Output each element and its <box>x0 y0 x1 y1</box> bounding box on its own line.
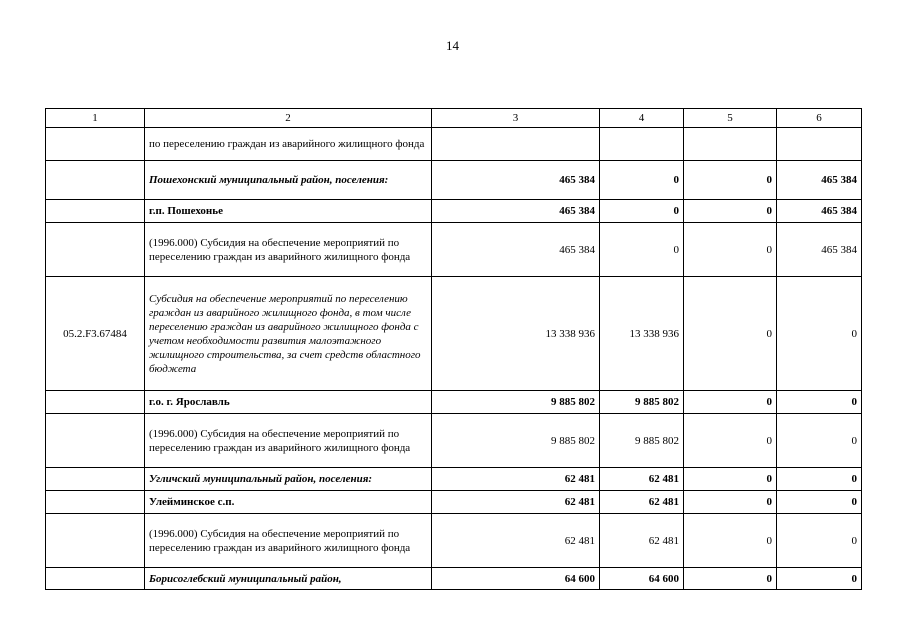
value-cell: 62 481 <box>600 514 684 568</box>
table-row <box>46 414 862 468</box>
code-cell <box>46 200 145 223</box>
table-row <box>46 128 862 161</box>
value-cell: 465 384 <box>432 161 600 200</box>
table-row <box>46 277 862 391</box>
value-cell: 465 384 <box>777 223 862 277</box>
value-cell: 62 481 <box>432 491 600 514</box>
table-row <box>46 223 862 277</box>
column-header: 1 <box>46 109 145 128</box>
column-header: 3 <box>432 109 600 128</box>
value-cell: 9 885 802 <box>600 391 684 414</box>
table-row <box>46 514 862 568</box>
column-header: 2 <box>145 109 432 128</box>
name-cell: Угличский муниципальный район, поселения: <box>145 468 432 491</box>
table-row <box>46 200 862 223</box>
value-cell <box>600 128 684 161</box>
value-cell: 62 481 <box>432 468 600 491</box>
name-cell: г.п. Пошехонье <box>145 200 432 223</box>
name-cell: (1996.000) Субсидия на обеспечение мероприятий по переселению граждан из аварийного жилищного фонда <box>145 414 432 468</box>
value-cell: 0 <box>777 491 862 514</box>
name-cell: Субсидия на обеспечение мероприятий по переселению граждан из аварийного жилищного фонда, в том числе переселению граждан из аварийного жилищного фонда с учетом необходимости развития малоэтажного жилищного строительства, за счет средств областного бюджета <box>145 277 432 391</box>
value-cell: 0 <box>777 468 862 491</box>
value-cell: 0 <box>600 223 684 277</box>
value-cell: 0 <box>777 568 862 590</box>
name-cell: Улейминское с.п. <box>145 491 432 514</box>
value-cell: 465 384 <box>432 223 600 277</box>
value-cell: 13 338 936 <box>600 277 684 391</box>
value-cell: 62 481 <box>600 468 684 491</box>
value-cell: 0 <box>684 277 777 391</box>
name-cell: по переселению граждан из аварийного жилищного фонда <box>145 128 432 161</box>
value-cell <box>432 128 600 161</box>
value-cell: 0 <box>684 568 777 590</box>
value-cell: 0 <box>684 391 777 414</box>
value-cell: 62 481 <box>432 514 600 568</box>
value-cell: 0 <box>600 161 684 200</box>
table-row <box>46 391 862 414</box>
code-cell <box>46 223 145 277</box>
table-row <box>46 161 862 200</box>
value-cell: 465 384 <box>432 200 600 223</box>
code-cell <box>46 414 145 468</box>
value-cell <box>684 128 777 161</box>
table-row <box>46 491 862 514</box>
code-cell <box>46 161 145 200</box>
value-cell: 0 <box>684 223 777 277</box>
code-cell <box>46 568 145 590</box>
name-cell: Пошехонский муниципальный район, поселения: <box>145 161 432 200</box>
value-cell: 465 384 <box>777 161 862 200</box>
value-cell: 0 <box>684 161 777 200</box>
code-cell <box>46 128 145 161</box>
value-cell: 0 <box>684 200 777 223</box>
value-cell: 0 <box>777 391 862 414</box>
column-header: 4 <box>600 109 684 128</box>
value-cell: 0 <box>684 414 777 468</box>
budget-table <box>45 108 862 590</box>
value-cell: 9 885 802 <box>600 414 684 468</box>
value-cell: 13 338 936 <box>432 277 600 391</box>
value-cell: 0 <box>684 491 777 514</box>
name-cell: (1996.000) Субсидия на обеспечение мероприятий по переселению граждан из аварийного жилищного фонда <box>145 514 432 568</box>
name-cell: (1996.000) Субсидия на обеспечение мероприятий по переселению граждан из аварийного жилищного фонда <box>145 223 432 277</box>
code-cell <box>46 514 145 568</box>
value-cell: 465 384 <box>777 200 862 223</box>
code-cell <box>46 468 145 491</box>
code-cell <box>46 391 145 414</box>
page-number: 14 <box>446 38 459 53</box>
value-cell: 0 <box>777 414 862 468</box>
name-cell: г.о. г. Ярославль <box>145 391 432 414</box>
table-row <box>46 468 862 491</box>
name-cell: Борисоглебский муниципальный район, <box>145 568 432 590</box>
column-header: 6 <box>777 109 862 128</box>
column-header: 5 <box>684 109 777 128</box>
value-cell: 0 <box>684 468 777 491</box>
value-cell: 9 885 802 <box>432 391 600 414</box>
value-cell: 0 <box>777 514 862 568</box>
table-row <box>46 568 862 590</box>
table-header-row <box>46 109 862 128</box>
value-cell: 0 <box>600 200 684 223</box>
value-cell: 64 600 <box>600 568 684 590</box>
code-cell <box>46 491 145 514</box>
code-cell: 05.2.F3.67484 <box>46 277 145 391</box>
value-cell: 0 <box>684 514 777 568</box>
value-cell: 64 600 <box>432 568 600 590</box>
value-cell: 9 885 802 <box>432 414 600 468</box>
value-cell: 62 481 <box>600 491 684 514</box>
value-cell: 0 <box>777 277 862 391</box>
value-cell <box>777 128 862 161</box>
